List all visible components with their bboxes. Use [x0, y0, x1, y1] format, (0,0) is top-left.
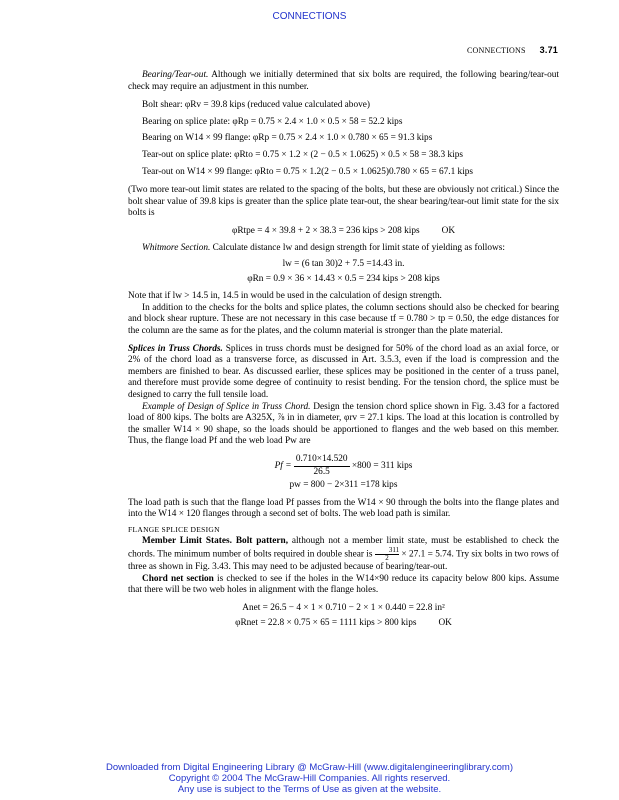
footer-copyright-line: Copyright © 2004 The McGraw-Hill Companies. All rights reserved. — [168, 773, 451, 784]
bearing-flange-line: Bearing on W14 × 99 flange: φRp = 0.75 × 2.4 × 1.0 × 0.780 × 65 = 91.3 kips — [142, 133, 433, 144]
bearing-result: φRtpe = 4 × 39.8 + 2 × 38.3 = 236 kips > 208 kips — [231, 225, 420, 236]
pf-numerator: 0.710×14.520 — [294, 454, 350, 467]
bearing-tearout-heading: Bearing/Tear-out. — [142, 70, 209, 80]
bearing-tearout-summary: (Two more tear-out limit states are related to the spacing of the bolts, but these are obviously not critical.) Since the bolt shear value of 39.8 kips is greater than the splice plate tear-out, the shear bearing/tear-out limit state for the six bolts is — [128, 185, 559, 219]
chord-net-text: is checked to see if the holes in the W14×90 reduce its capacity below 800 kips. Assume that there will be two web holes in alignment with the flange holes. — [128, 573, 559, 596]
top-banner: CONNECTIONS — [272, 11, 347, 22]
bolt-pattern-text-a: although not a member limit state, must be established to check the chords. The minimum number of bolts required in double shear is — [128, 535, 559, 560]
example-text: Design the tension chord splice shown in Fig. 3.43 for a factored load of 800 kips. The bolts are A325X, ⅞ in in diameter, φrv = 27.1 kips. The load at this location is controlled by the smaller W14 × 90 shape, so the loads should be apportioned to flanges and the web based on this member. Thus, the flange load Pf and the web load Pw are — [128, 401, 559, 447]
bearing-result-equation — [128, 226, 559, 238]
example-paragraph — [128, 402, 559, 448]
member-limit-heading: Member Limit States. — [142, 535, 232, 546]
tearout-flange-line: Tear-out on W14 × 99 flange: φRto = 0.75 × 1.2(2 − 0.5 × 1.0625)0.780 × 65 = 67.1 kips — [142, 166, 474, 177]
pf-lhs: Pf = — [274, 461, 292, 472]
page-number: 3.71 — [539, 45, 558, 55]
whitmore-heading: Whitmore Section. — [142, 243, 211, 254]
whitmore-eq1: lw = (6 tan 30)2 + 7.5 =14.43 in. — [282, 259, 405, 270]
splices-heading: Splices in Truss Chords. — [128, 343, 223, 354]
chord-net-heading: Chord net section — [142, 573, 214, 584]
flange-splice-label: FLANGE SPLICE DESIGN — [128, 524, 220, 534]
footer-download-line[interactable]: Downloaded from Digital Engineering Library @ McGraw-Hill (www.digitalengineeringlibrary.com) — [105, 762, 514, 773]
chord-net-paragraph — [128, 574, 559, 597]
whitmore-eq2: φRn = 0.9 × 36 × 14.43 × 0.5 = 234 kips > 208 kips — [247, 273, 440, 284]
bolt-count-numerator: 311 — [375, 547, 399, 555]
bearing-tearout-paragraph — [128, 70, 559, 93]
whitmore-text: Calculate distance lw and design strength for limit state of yielding as follows: — [212, 243, 505, 254]
pf-denominator: 26.5 — [313, 466, 330, 477]
running-header — [128, 45, 558, 55]
pf-rhs: ×800 = 311 kips — [351, 461, 413, 472]
rnet-ok: OK — [438, 617, 452, 628]
pw-equation: pw = 800 − 2×311 =178 kips — [289, 480, 398, 491]
footer-terms-line[interactable]: Any use is subject to the Terms of Use as given at the website. — [177, 784, 442, 795]
rnet-value: φRnet = 22.8 × 0.75 × 65 = 1111 kips > 800 kips — [235, 617, 417, 628]
bolt-pattern-text-b: × 27.1 = 5.74. Try six bolts in two rows of three as shown in Fig. 3.43. This may need to be adjusted because of bearing/tear-out. — [128, 549, 560, 573]
splices-text: Splices in truss chords must be designed for 50% of the chord load as an axial force, or 2% of the chord load as a transverse force, as discussed in Art. 3.5.3, even if the load is compression and the members are finished to bear. As discussed earlier, these splices may be positioned in the center of a truss panel, and therefore must provide some degree of continuity to resist bending. For the tension chord, the splice must be designed to carry the full tensile load. — [128, 343, 560, 400]
whitmore-checks-paragraph: In addition to the checks for the bolts and splice plates, the column sections should also be checked for bearing and block shear rupture. These are not necessary in this case because tf = 0.780 > tp = 0.50, the edge distances for the column are the same as for the plates, and the column material is stronger than the plate material. — [128, 302, 559, 337]
bolt-count-denominator: 2 — [385, 554, 389, 563]
whitmore-paragraph — [128, 243, 559, 255]
bearing-tearout-text: Although we initially determined that six bolts are required, the following bearing/tear-out check may require an adjustment in this number. — [128, 70, 559, 92]
bolt-shear-line: Bolt shear: φRv = 39.8 kips (reduced value calculated above) — [142, 99, 370, 110]
pf-equation — [128, 454, 559, 478]
page-body — [128, 70, 559, 629]
whitmore-note: Note that if lw > 14.5 in, 14.5 in would be used in the calculation of design strength. — [128, 291, 442, 302]
example-heading: Example of Design of Splice in Truss Chord. — [142, 401, 311, 412]
tearout-splice-line: Tear-out on splice plate: φRto = 0.75 × 1.2 × (2 − 0.5 × 1.0625) × 0.5 × 58 = 38.3 kips — [142, 150, 463, 161]
load-path-paragraph: The load path is such that the flange load Pf passes from the W14 × 90 through the bolts into the flange plates and into the W14 × 120 flanges through a second set of bolts. The web load path is similar. — [128, 497, 559, 520]
splices-paragraph — [128, 344, 559, 402]
member-limit-paragraph — [128, 536, 559, 574]
header-section: CONNECTIONS — [467, 46, 526, 55]
pf-fraction — [294, 454, 350, 478]
bolt-count-fraction — [375, 547, 399, 562]
bolt-pattern-heading: Bolt pattern, — [235, 535, 289, 546]
rnet-equation — [128, 618, 559, 630]
bearing-result-ok: OK — [441, 225, 456, 236]
bearing-splice-line: Bearing on splice plate: φRp = 0.75 × 2.4 × 1.0 × 0.5 × 58 = 52.2 kips — [142, 116, 403, 127]
anet-equation: Anet = 26.5 − 4 × 1 × 0.710 − 2 × 1 × 0.440 = 22.8 in² — [242, 602, 445, 613]
